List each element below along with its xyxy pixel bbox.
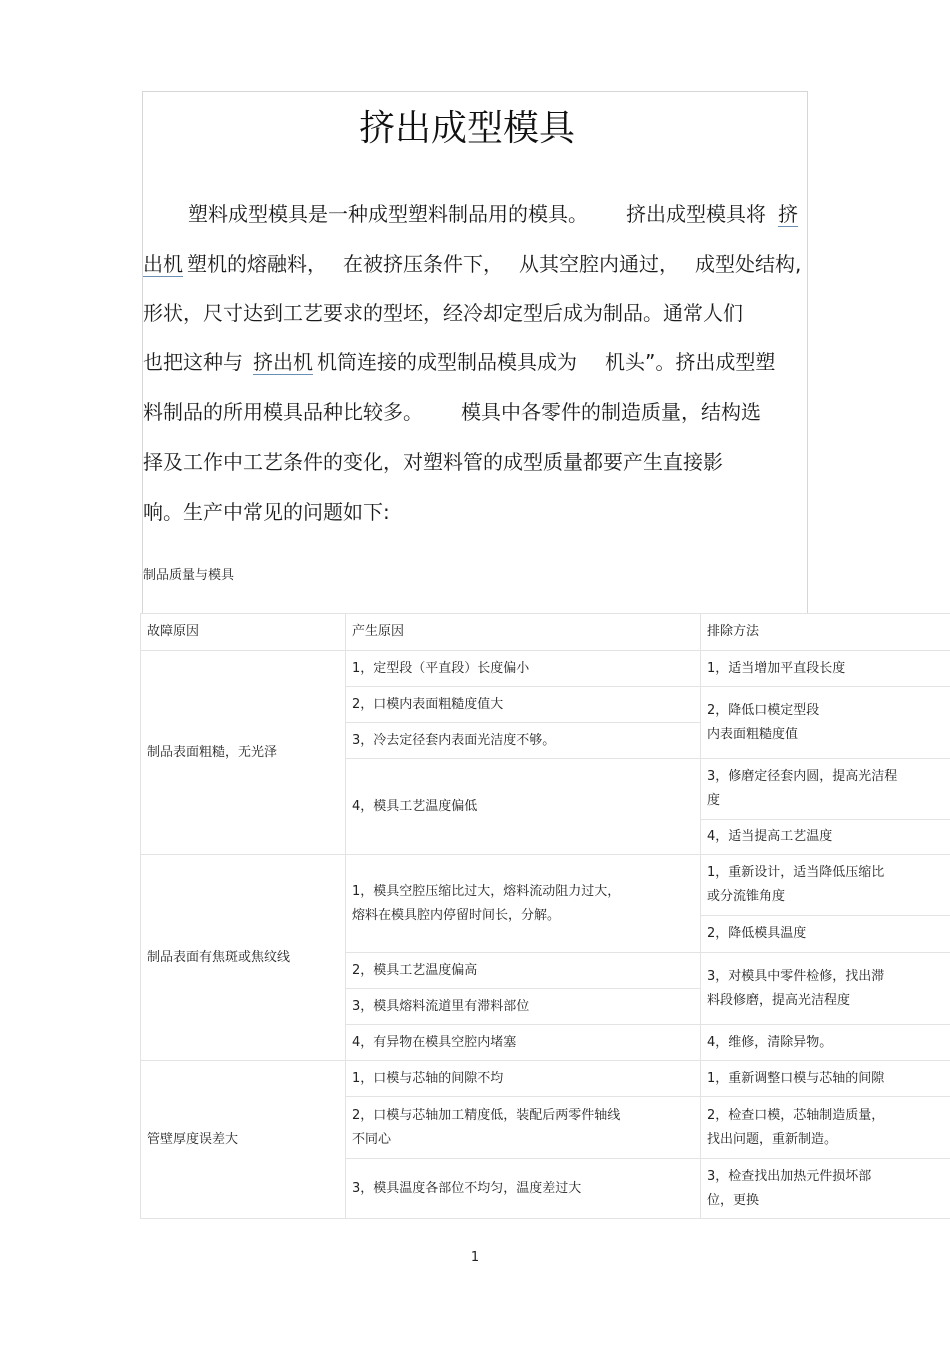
cause-cell: 4，模具工艺温度偏低: [346, 759, 701, 855]
fault-cell: 制品表面有焦斑或焦纹线: [141, 855, 346, 1061]
cause-cell: 1，模具空腔压缩比过大，熔料流动阻力过大， 熔料在模具腔内停留时间长，分解。: [346, 855, 701, 953]
table-row: [141, 651, 950, 687]
table-row: [141, 1061, 950, 1097]
intro-line-7: 响。生产中常见的问题如下:: [143, 500, 390, 524]
header-fault: 故障原因: [141, 614, 346, 651]
remedy-cell: 1，重新设计，适当降低压缩比 或分流锥角度: [701, 855, 950, 916]
page-number: 1: [470, 1250, 480, 1265]
intro-line-4: 也把这种与 挤出机 机筒连接的成型制品模具成为 机头”。挤出成型塑: [143, 350, 776, 374]
remedy-cell: 4，维修，清除异物。: [701, 1025, 950, 1061]
cause-cell: 3，模具熔料流道里有滞料部位: [346, 989, 701, 1025]
cause-cell: 4，有异物在模具空腔内堵塞: [346, 1025, 701, 1061]
remedy-cell: 2，检查口模，芯轴制造质量， 找出问题，重新制造。: [701, 1097, 950, 1159]
remedy-cell: 1，重新调整口模与芯轴的间隙: [701, 1061, 950, 1097]
table-row: [141, 855, 950, 916]
intro-line-5: 料制品的所用模具品种比较多。 模具中各零件的制造质量，结构选: [143, 400, 761, 424]
remedy-cell: 4，适当提高工艺温度: [701, 820, 950, 855]
header-cause: 产生原因: [346, 614, 701, 651]
fault-cell: 管壁厚度误差大: [141, 1061, 346, 1219]
cause-cell: 2，口模内表面粗糙度值大: [346, 687, 701, 723]
remedy-cell: 2，降低模具温度: [701, 916, 950, 953]
link-extruder[interactable]: 挤: [778, 202, 798, 226]
cause-cell: 2，模具工艺温度偏高: [346, 953, 701, 989]
quality-table: [140, 613, 950, 1219]
table-header-row: [141, 614, 950, 651]
remedy-cell: 3，对模具中零件检修，找出滞 料段修磨，提高光洁程度: [701, 953, 950, 1025]
link-extruder[interactable]: 挤出机: [253, 350, 313, 374]
remedy-cell: 1，适当增加平直段长度: [701, 651, 950, 687]
fault-cell: 制品表面粗糙，无光泽: [141, 651, 346, 855]
intro-line-1: 塑料成型模具是一种成型塑料制品用的模具。 挤出成型模具将 挤: [188, 202, 798, 226]
cause-cell: 3，模具温度各部位不均匀，温度差过大: [346, 1159, 701, 1219]
cause-cell: 1，定型段（平直段）长度偏小: [346, 651, 701, 687]
cause-cell: 2，口模与芯轴加工精度低，装配后两零件轴线 不同心: [346, 1097, 701, 1159]
header-remedy: 排除方法: [701, 614, 950, 651]
link-extruder[interactable]: 出机: [143, 252, 183, 276]
remedy-cell: 2，降低口模定型段 内表面粗糙度值: [701, 687, 950, 759]
cause-cell: 1，口模与芯轴的间隙不均: [346, 1061, 701, 1097]
intro-line-3: 形状，尺寸达到工艺要求的型坯，经冷却定型后成为制品。通常人们: [143, 301, 743, 325]
intro-line-2: 出机 塑机的熔融料， 在被挤压条件下， 从其空腔内通过， 成型处结构,: [143, 252, 802, 276]
table-caption: 制品质量与模具: [143, 568, 235, 583]
cause-cell: 3，冷去定径套内表面光洁度不够。: [346, 723, 701, 759]
remedy-cell: 3，检查找出加热元件损坏部 位，更换: [701, 1159, 950, 1219]
intro-line-6: 择及工作中工艺条件的变化，对塑料管的成型质量都要产生直接影: [143, 450, 723, 474]
remedy-cell: 3，修磨定径套内圆，提高光洁程 度: [701, 759, 950, 820]
document-title: 挤出成型模具: [358, 108, 575, 149]
